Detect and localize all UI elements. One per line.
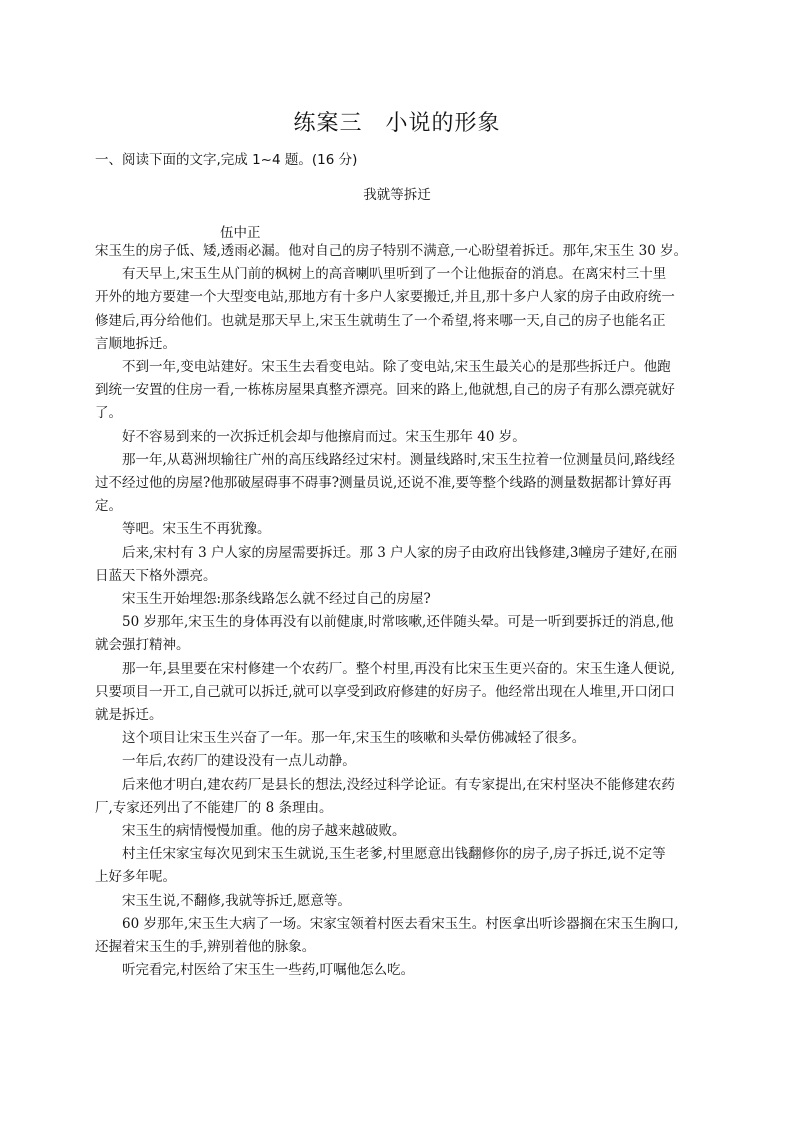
text-line: 一年后,农药厂的建设没有一点儿动静。 <box>122 753 356 770</box>
paragraph <box>95 611 697 657</box>
paragraph <box>95 843 697 889</box>
paragraph <box>95 263 697 356</box>
text-line: 50 岁那年,宋玉生的身体再没有以前健康,时常咳嗽,还伴随头晕。可是一听到要拆迁的消息,他 <box>122 614 674 631</box>
text-line: 听完看完,村医给了宋玉生一些药,叮嘱他怎么吃。 <box>122 962 415 979</box>
text-line: 定。 <box>95 498 122 515</box>
page-title: 练案三 小说的形象 <box>293 111 501 136</box>
text-line: 言顺地拆迁。 <box>95 335 176 352</box>
text-line: 就是拆迁。 <box>95 707 163 724</box>
paragraph <box>95 449 697 519</box>
text-line: 这个项目让宋玉生兴奋了一年。那一年,宋玉生的咳嗽和头晕仿佛减轻了很多。 <box>122 730 586 747</box>
text-line: 60 岁那年,宋玉生大病了一场。宋家宝领着村医去看宋玉生。村医拿出听诊器搁在宋玉生胸口, <box>122 915 679 932</box>
author-name: 伍中正 <box>220 225 261 241</box>
text-line: 宋玉生的病情慢慢加重。他的房子越来越破败。 <box>122 823 406 840</box>
text-line: 那一年,从葛洲坝输往广州的高压线路经过宋村。测量线路时,宋玉生拉着一位测量员问,路线经 <box>122 451 675 468</box>
paragraph <box>95 240 697 263</box>
paragraph <box>95 426 697 449</box>
text-line: 宋玉生开始埋怨:那条线路怎么就不经过自己的房屋? <box>122 591 431 608</box>
paragraph <box>95 750 697 773</box>
text-line: 日蓝天下格外漂亮。 <box>95 567 217 584</box>
story-body <box>95 240 697 983</box>
story-title: 我就等拆迁 <box>363 187 431 203</box>
text-line: 过不经过他的房屋?他那破屋碍事不碍事?测量员说,还说不准,要等整个线路的测量数据都计算好再 <box>95 475 672 492</box>
text-line: 还握着宋玉生的手,辨别着他的脉象。 <box>95 939 316 956</box>
paragraph <box>95 959 697 982</box>
paragraph <box>95 820 697 843</box>
text-line: 等吧。宋玉生不再犹豫。 <box>122 521 271 538</box>
paragraph <box>95 913 697 959</box>
paragraph <box>95 658 697 728</box>
text-line: 宋玉生说,不翻修,我就等拆迁,愿意等。 <box>122 892 351 909</box>
text-line: 到统一安置的住房一看,一栋栋房屋果真整齐漂亮。回来的路上,他就想,自己的房子有那么漂亮就好 <box>95 382 675 399</box>
paragraph <box>95 518 697 541</box>
text-line: 好不容易到来的一次拆迁机会却与他擦肩而过。宋玉生那年 40 岁。 <box>122 428 526 445</box>
text-line: 有天早上,宋玉生从门前的枫树上的高音喇叭里听到了一个让他振奋的消息。在离宋村三十里 <box>122 266 667 283</box>
section-heading: 一、阅读下面的文字,完成 1~4 题。(16 分) <box>95 152 358 168</box>
text-line: 就会强打精神。 <box>95 637 190 654</box>
paragraph <box>95 588 697 611</box>
text-line: 后来,宋村有 3 户人家的房屋需要拆迁。那 3 户人家的房子由政府出钱修建,3幢房子建好,在丽 <box>122 544 678 561</box>
paragraph <box>95 774 697 820</box>
paragraph <box>95 356 697 426</box>
text-line: 那一年,县里要在宋村修建一个农药厂。整个村里,再没有比宋玉生更兴奋的。宋玉生逢人便说, <box>122 660 675 677</box>
text-line: 宋玉生的房子低、矮,透雨必漏。他对自己的房子特别不满意,一心盼望着拆迁。那年,宋玉生 30 岁。 <box>95 243 688 259</box>
text-line: 上好多年呢。 <box>95 869 176 886</box>
paragraph <box>95 542 697 588</box>
text-line: 只要项目一开工,自己就可以拆迁,就可以享受到政府修建的好房子。他经常出现在人堆里,开口闭口 <box>95 683 675 700</box>
text-line: 不到一年,变电站建好。宋玉生去看变电站。除了变电站,宋玉生最关心的是那些拆迁户。他跑 <box>122 359 671 376</box>
text-line: 了。 <box>95 405 122 422</box>
paragraph <box>95 890 697 913</box>
text-line: 厂,专家还列出了不能建厂的 8 条理由。 <box>95 799 333 816</box>
paragraph <box>95 727 697 750</box>
text-line: 修建后,再分给他们。也就是那天早上,宋玉生就萌生了一个希望,将来哪一天,自己的房子也能名正 <box>95 312 666 329</box>
text-line: 开外的地方要建一个大型变电站,那地方有十多户人家要搬迁,并且,那十多户人家的房子由政府统一 <box>95 289 675 306</box>
text-line: 村主任宋家宝每次见到宋玉生就说,玉生老爹,村里愿意出钱翻修你的房子,房子拆迁,说不定等 <box>122 846 666 863</box>
text-line: 后来他才明白,建农药厂是县长的想法,没经过科学论证。有专家提出,在宋村坚决不能修建农药 <box>122 776 675 793</box>
